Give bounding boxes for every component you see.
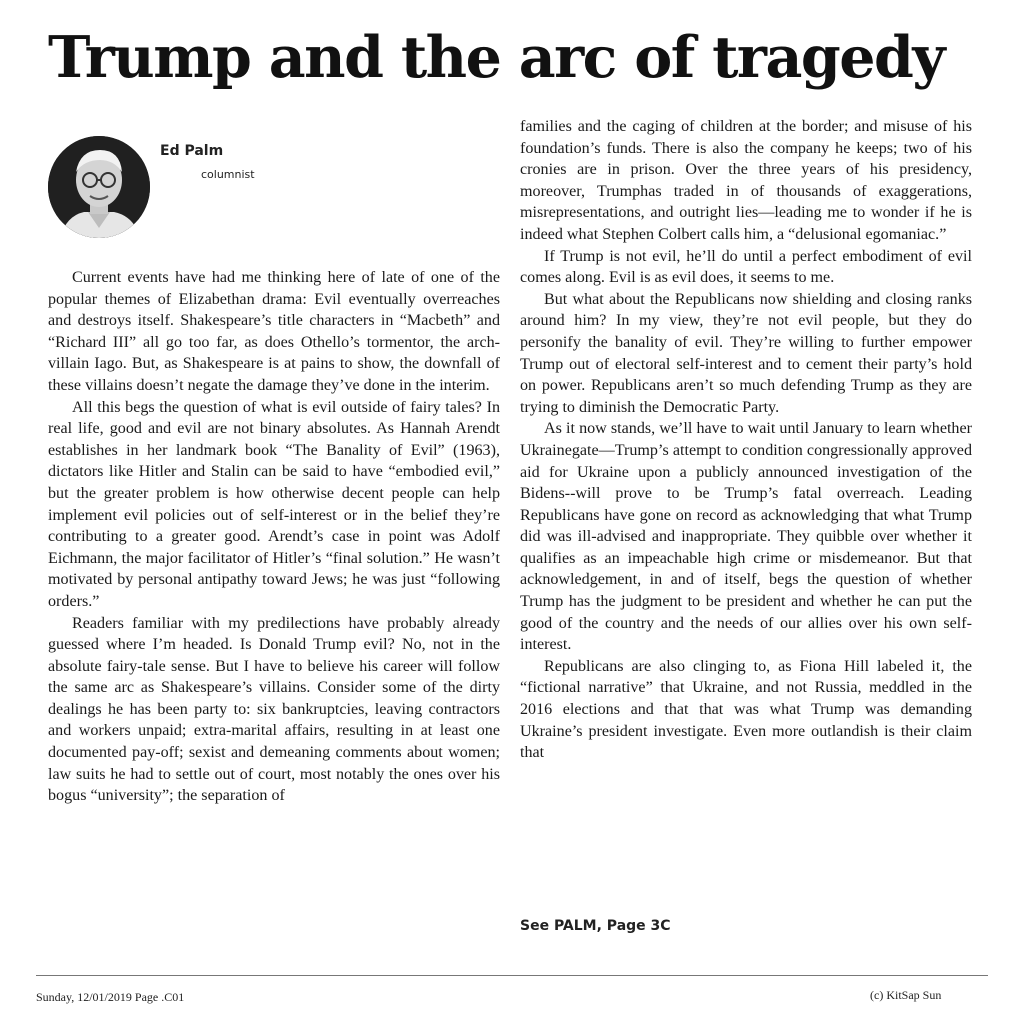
paragraph: But what about the Republicans now shielding and closing ranks around him? In my view, they’re not evil people, but they do personify the banality of evil. They’re willing to further empower Trump out of electoral self-interest and to cement their party’s hold on power. Republicans aren’t so much defending Trump as they are trying to diminish the Democratic Party. <box>520 290 972 416</box>
paragraph: Readers familiar with my predilections have probably already guessed where I’m headed. Is Donald Trump evil? No, not in the absolute fairy-tale sense. But I have to believe his career will follow the same arc as Shakespeare’s villains. Consider some of the dirty dealings he has been party to: six bankruptcies, leaving contractors and workers unpaid; extra-marital affairs, resulting in at least one documented pay-off; sexist and demeaning comments about women; law suits he had to settle out of court, most notably the ones over his bogus “university”; the separation of <box>48 614 500 805</box>
column-right <box>520 116 972 764</box>
continuation-note: See PALM, Page 3C <box>520 918 671 934</box>
paragraph: Republicans are also clinging to, as Fiona Hill labeled it, the “fictional narrative” that Ukraine, and not Russia, meddled in the 2016 elections and that that was what Trump was demanding Ukraine’s president investigate. Even more outlandish is their claim that <box>520 657 972 762</box>
column-left <box>48 267 500 807</box>
paragraph: Current events have had me thinking here of late of one of the popular themes of Elizabethan drama: Evil eventually overreaches and destroys itself. Shakespeare’s title characters in “Macbeth” and “Richard III” all go too far, as does Othello’s tormentor, the arch-villain Iago. But, as Shakespeare is at pains to show, the downfall of these villains doesn’t negate the damage they’ve done in the interim. <box>48 269 500 394</box>
paragraph: As it now stands, we’ll have to wait until January to learn whether Ukrainegate—Trump’s attempt to condition congressionally approved aid for Ukraine upon a publicly announced investigation of the Bidens--will prove to be Trump’s fatal overreach. Leading Republicans have gone on record as acknowledging that what Trump did was ill-advised and inappropriate. They quibble over whether it qualifies as an impeachable high crime or misdemeanor. But that acknowledgement, in and of itself, begs the question of whether Trump has the judgment to be president and whether he can put the good of the country and the needs of our allies over his own self-interest. <box>520 420 972 654</box>
headline: Trump and the arc of tragedy <box>48 24 944 91</box>
footer-copyright: (c) KitSap Sun <box>870 988 942 1002</box>
paragraph: families and the caging of children at the border; and misuse of his foundation’s funds. There is also the company he keeps; two of his cronies are in prison. Over the three years of his presidency, moreover, Trumphas traded in of thousands of exaggerations, misrepresentations, and outright lies—leading me to wonder if he is indeed what Stephen Colbert calls him, a “delusional egomaniac.” <box>520 118 972 243</box>
author-role: columnist <box>201 168 255 181</box>
author-photo <box>48 136 150 238</box>
paragraph: All this begs the question of what is evil outside of fairy tales? In real life, good and evil are not binary absolutes. As Hannah Arendt establishes in her landmark book “The Banality of Evil” (1963), dictators like Hitler and Stalin can be said to have “embodied evil,” but the greater problem is how otherwise decent people can help implement evil policies out of self-interest or in the belief they’re contributing to a greater good. Arendt’s case in point was Adolf Eichmann, the major facilitator of Hitler’s “final solution.” He wasn’t motivated by personal antipathy toward Jews; he was just “following orders.” <box>48 398 500 610</box>
author-name: Ed Palm <box>160 143 224 159</box>
footer-dateline: Sunday, 12/01/2019 Page .C01 <box>36 990 185 1004</box>
paragraph: If Trump is not evil, he’ll do until a perfect embodiment of evil comes along. Evil is as evil does, it seems to me. <box>520 247 972 287</box>
footer-divider <box>36 975 988 976</box>
